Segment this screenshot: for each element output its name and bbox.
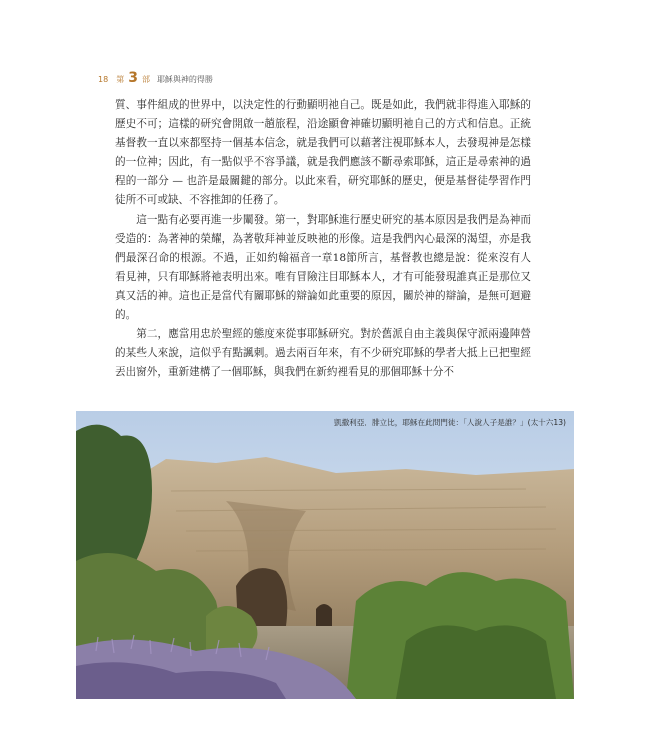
paragraph-1: 質、事件組成的世界中，以決定性的行動顯明祂自己。既是如此，我們就非得進入耶穌的歷史不可；這樣的研究會開啟一趟旅程，沿途顯會神確切顯明祂自己的方式和信息。正統基督教一直以來都堅持一個基本信念，就是我們可以藉著注視耶穌本人，去發現神是怎樣的一位神；因此，有一點似乎不容爭議，就是我們應該不斷尋索耶穌，這正是尋索神的過程的一部分 — 也許是最關鍵的部分。以此來看，研究耶穌的歷史，便是基督徒學習作門徒所不可或缺、不容推卸的任務了。 <box>115 99 531 207</box>
chapter-prefix: 第 <box>116 75 125 84</box>
paragraph-3: 第二，應當用忠於聖經的態度來從事耶穌研究。對於舊派自由主義與保守派兩邊陣營的某些人來說，這似乎有點諷刺。過去兩百年來，有不少研究耶穌的學者大抵上已把聖經丟出窗外，重新建構了一個耶穌，與我們在新約裡看見的那個耶穌十分不 <box>115 328 531 379</box>
page-number: 18 <box>98 75 109 84</box>
cave-niche <box>316 604 332 627</box>
landscape-photo <box>76 411 574 699</box>
photo-illustration <box>76 411 574 699</box>
running-header <box>98 71 213 85</box>
trees-right-dark <box>396 625 556 699</box>
body-text <box>115 96 531 382</box>
book-title: 耶穌與神的得勝 <box>156 75 213 84</box>
paragraph-2: 這一點有必要再進一步闡發。第一，對耶穌進行歷史研究的基本原因是我們是為神而受造的：為著神的榮耀，為著敬拜神並反映祂的形像。這是我們內心最深的渴望，亦是我們最深召命的根源。不過，正如約翰福音一章18節所言，基督教也總是說：從來沒有人看見神，只有耶穌將祂表明出來。唯有冒險注目耶穌本人，才有可能發現誰真正是那位又真又活的神。這也正是當代有關耶穌的辯論如此重要的原因，關於神的辯論，是無可迴避的。 <box>115 213 531 322</box>
chapter-suffix: 部 <box>141 75 150 84</box>
photo-caption: 凱撒利亞．腓立比，耶穌在此問門徒：「人說人子是誰？」(太十六13) <box>333 418 566 427</box>
chapter-number: 3 <box>128 70 138 86</box>
